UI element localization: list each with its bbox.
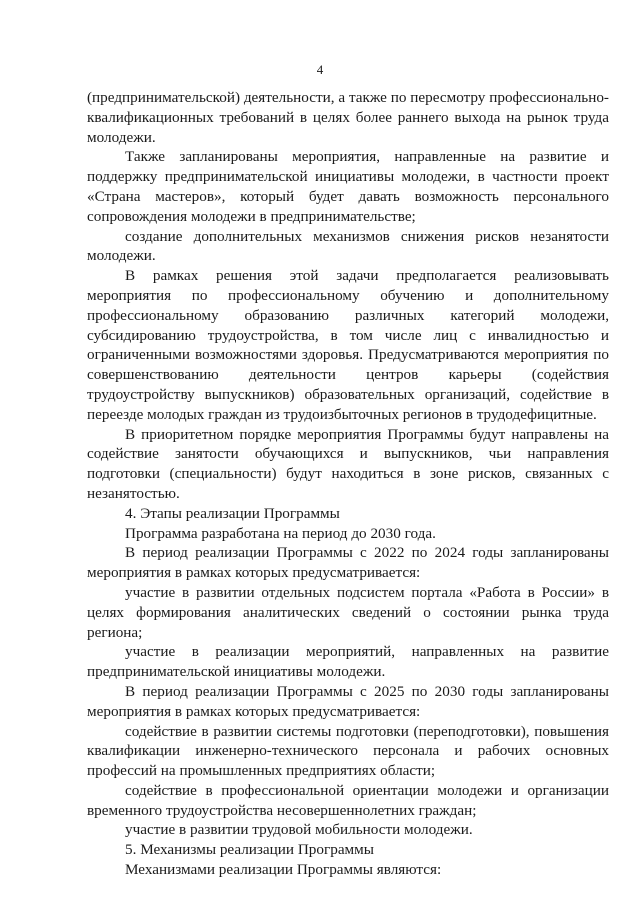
- paragraph: В приоритетном порядке мероприятия Программы будут направлены на содействие занятости обучающихся и выпускников, чьи направления подготовки (специальности) будут находиться в зоне рисков, связанных с незанятостью.: [87, 425, 609, 502]
- paragraph: В период реализации Программы с 2022 по 2024 годы запланированы мероприятия в рамках которых предусматривается:: [87, 544, 609, 582]
- paragraph: создание дополнительных механизмов снижения рисков незанятости молодежи.: [87, 227, 609, 265]
- paragraph: участие в развитии трудовой мобильности молодежи.: [125, 821, 473, 839]
- paragraph: участие в реализации мероприятий, направленных на развитие предпринимательской инициативы молодежи.: [87, 643, 609, 681]
- paragraph: Также запланированы мероприятия, направленные на развитие и поддержку предпринимательской инициативы молодежи, в частности проект «Страна мастеров», который будет давать возможность персонального сопровождения молодежи в предпринимательстве;: [87, 148, 609, 225]
- paragraph: содействие в развитии системы подготовки (переподготовки), повышения квалификации инженерно-технического персонала и рабочих основных профессий на промышленных предприятиях области;: [87, 722, 609, 780]
- paragraph: В период реализации Программы с 2025 по 2030 годы запланированы мероприятия в рамках которых предусматривается:: [87, 682, 609, 720]
- paragraph: (предпринимательской) деятельности, а также по пересмотру профессионально-квалификационных требований в целях более раннего выхода на рынок труда молодежи.: [87, 89, 609, 146]
- paragraph: Программа разработана на период до 2030 года.: [125, 524, 436, 542]
- paragraph: В рамках решения этой задачи предполагается реализовывать мероприятия по профессиональному обучению и дополнительному профессиональному образованию различных категорий молодежи, субсидированию трудоустройства, в том числе лиц с инвалидностью и ограниченными возможностями здоровья. Предусматриваются мероприятия по совершенствованию деятельности центров карьеры (содействия трудоустройству выпускников) образовательных организаций, содействие в переезде молодых граждан из трудоизбыточных регионов в трудодефицитные.: [87, 267, 609, 423]
- paragraph: участие в развитии отдельных подсистем портала «Работа в России» в целях формирования аналитических сведений о состоянии рынка труда региона;: [87, 583, 609, 641]
- paragraph: содействие в профессиональной ориентации молодежи и организации временного трудоустройства несовершеннолетних граждан;: [87, 781, 609, 819]
- paragraph: Механизмами реализации Программы являются:: [125, 861, 442, 879]
- document-body: [87, 88, 609, 880]
- section-heading-4: 4. Этапы реализации Программы: [125, 504, 340, 522]
- page-number: 4: [316, 62, 324, 77]
- section-heading-5: 5. Механизмы реализации Программы: [125, 841, 374, 859]
